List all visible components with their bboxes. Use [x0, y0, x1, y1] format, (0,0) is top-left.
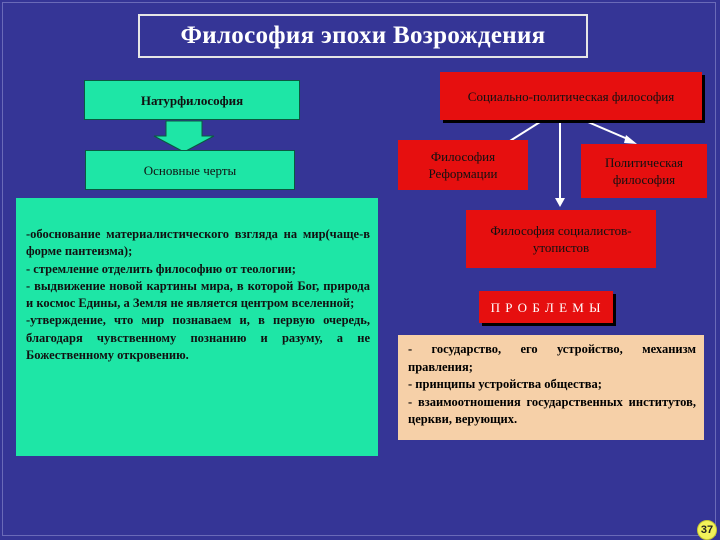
slide-title: Философия эпохи Возрождения — [138, 14, 588, 58]
reformation-box: Философия Реформации — [398, 140, 528, 190]
feature-item: - выдвижение новой картины мира, в которой Бог, природа и космос Едины, а Земля не является центром вселенной; — [26, 278, 370, 311]
main-features-box: Основные черты — [85, 150, 295, 190]
natural-philosophy-box: Натурфилософия — [84, 80, 300, 120]
problem-item: - принципы устройства общества; — [408, 377, 602, 391]
problems-label: П Р О Б Л Е М Ы — [479, 291, 613, 323]
political-philosophy-box: Политическая философия — [581, 144, 707, 198]
feature-item: - стремление отделить философию от теологии; — [26, 261, 296, 276]
page-number: 37 — [697, 520, 717, 540]
utopian-box: Философия социалистов-утопистов — [466, 210, 656, 268]
problems-list — [398, 335, 704, 440]
social-political-box: Социально-политическая философия — [440, 72, 702, 120]
problem-item: - государство, его устройство, механизм правления; — [408, 342, 696, 374]
features-list — [16, 198, 378, 456]
problem-item: - взаимоотношения государственных институтов, церкви, верующих. — [408, 394, 696, 426]
feature-item: -обоснование материалистического взгляда на мир(чаще-в форме пантеизма); — [26, 227, 370, 259]
feature-item: -утверждение, что мир познаваем и, в первую очередь, благодаря чувственному познанию и разуму, а не Божественному откровению. — [26, 313, 370, 363]
